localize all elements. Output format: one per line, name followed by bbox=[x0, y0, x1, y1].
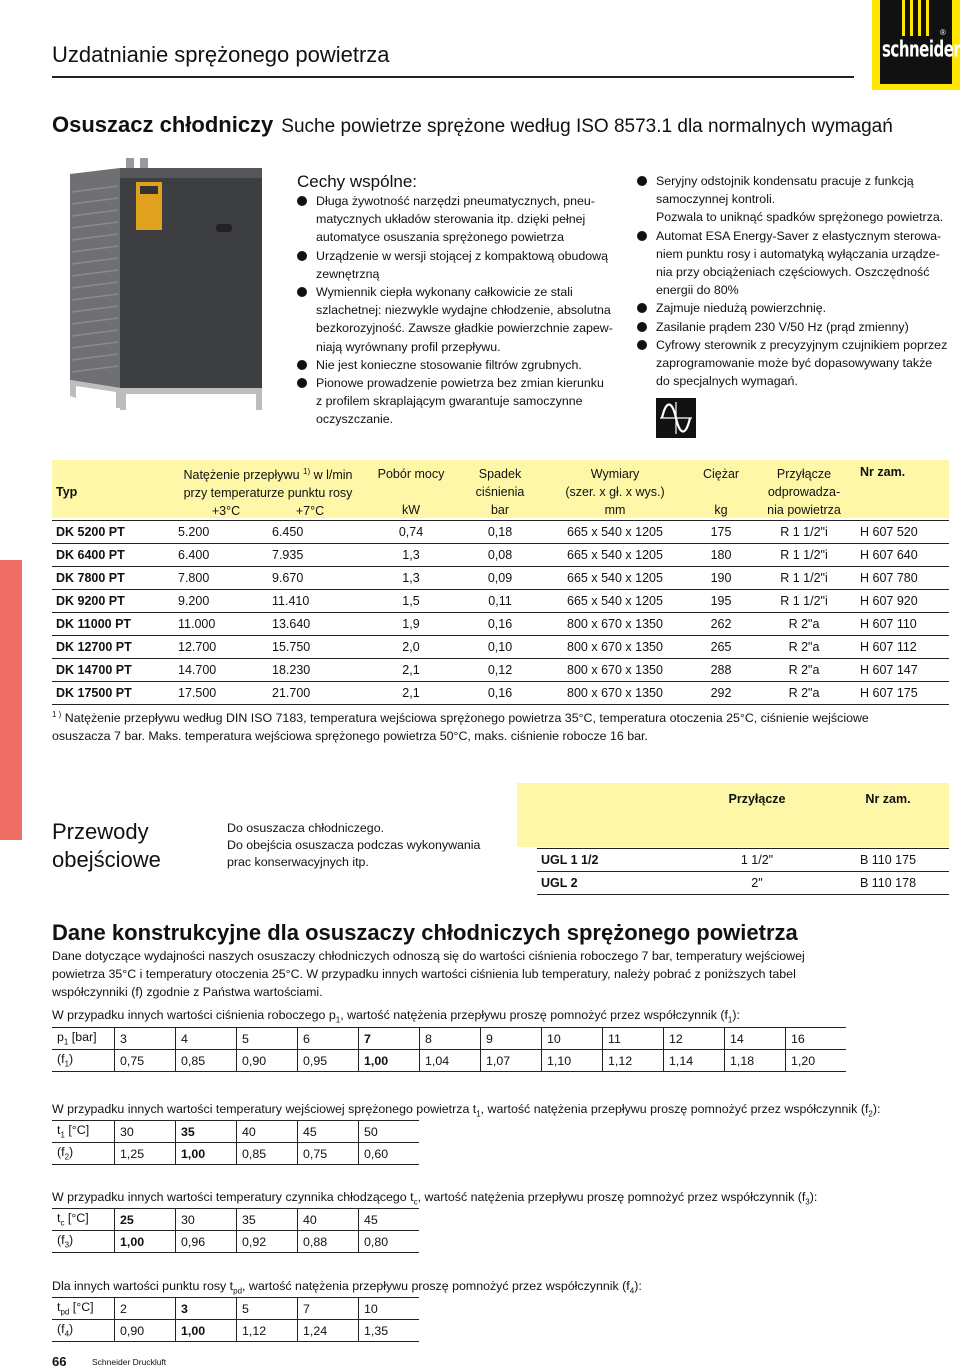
design-title: Dane konstrukcyjne dla osuszaczy chłodniczych sprężonego powietrza bbox=[52, 920, 798, 945]
factor-cell: 40 bbox=[298, 1209, 359, 1231]
design-paragraph: Dane dotyczące wydajności naszych osuszaczy chłodniczych odnoszą się do wartości ciśnienia roboczego 7 bar, temperatury wejściowej powietrza 35°C i temperatury otoczenia 25°C. W przypadku innych wartości ciśnienia lub temperatury, należy pobrać z poniższych tabel współczynniki (f) zgodnie z Państwa wartościami. bbox=[52, 949, 805, 999]
factor-cell: 11 bbox=[603, 1028, 664, 1050]
factor-cell: 30 bbox=[115, 1121, 176, 1143]
factor-cell: 5 bbox=[237, 1028, 298, 1050]
factor-cell: 45 bbox=[298, 1121, 359, 1143]
table-row: UGL 2 2" B 110 178 bbox=[537, 872, 949, 895]
row-label: $t_{pd}$ [°C] bbox=[52, 1298, 115, 1320]
factor-cell: 0,90 bbox=[237, 1050, 298, 1072]
feature-item: Pionowe prowadzenie powietrza bez zmian kierunku z profilem skraplającym gwarantuje samoczynne oczyszczanie. bbox=[297, 374, 619, 429]
feature-item: Zajmuje niedużą powierzchnię. bbox=[637, 299, 949, 317]
factor-cell: 1,04 bbox=[420, 1050, 481, 1072]
factor-cell: 1,00 bbox=[115, 1231, 176, 1253]
table-row: DK 11000 PT 11.000 13.640 1,9 0,16 800 x 670 x 1350 262 R 2"a H 607 110 bbox=[52, 613, 949, 636]
row-label: $(f_4)$ bbox=[52, 1320, 115, 1342]
factor-cell: 12 bbox=[664, 1028, 725, 1050]
features-title: Cechy wspólne: bbox=[297, 172, 418, 191]
factor-cell: 0,80 bbox=[359, 1231, 420, 1253]
feature-item: Cyfrowy sterownik z precyzyjnym czujnikiem poprzez zaprogramowanie może być dopasowywany także do specjalnych wymagań. bbox=[637, 336, 949, 391]
factor-cell: 40 bbox=[237, 1121, 298, 1143]
factor-cell: 6 bbox=[298, 1028, 359, 1050]
row-label: $p_1$ [bar] bbox=[52, 1028, 115, 1050]
col-header-power: Pobór mocy kW bbox=[377, 466, 445, 517]
factor-cell: 1,12 bbox=[237, 1320, 298, 1342]
factor-cell: 10 bbox=[542, 1028, 603, 1050]
bypass-description: Do osuszacza chłodniczego. Do obejścia osuszacza podczas wykonywania prac konserwacyjnych itp. bbox=[227, 821, 481, 869]
factor-cell: 35 bbox=[176, 1121, 237, 1143]
factor-cell: 9 bbox=[481, 1028, 542, 1050]
factor-cell: 0,75 bbox=[115, 1050, 176, 1072]
factor-cell: 0,90 bbox=[115, 1320, 176, 1342]
factor-cell: 0,96 bbox=[176, 1231, 237, 1253]
row-label: $(f_3)$ bbox=[52, 1231, 115, 1253]
feature-item: Długa żywotność narzędzi pneumatycznych, pneu- matycznych układów sterowania itp. dzięki pełnej automatyce osuszania sprężonego powietrza bbox=[297, 192, 619, 247]
factor-cell: 3 bbox=[176, 1298, 237, 1320]
col-header-type: Typ bbox=[56, 484, 78, 499]
f4-intro: Dla innych wartości punktu rosy $t_{pd}$, wartość natężenia przepływu proszę pomnożyć przez współczynnik $(f_4)$: bbox=[52, 1279, 642, 1296]
factor-cell: 1,12 bbox=[603, 1050, 664, 1072]
f2-table bbox=[52, 1120, 419, 1165]
bypass-table bbox=[537, 788, 949, 895]
factor-cell: 50 bbox=[359, 1121, 420, 1143]
feature-item: Nie jest konieczne stosowanie filtrów zgrubnych. bbox=[297, 356, 619, 374]
row-label: $t_1$ [°C] bbox=[52, 1121, 115, 1143]
product-title: Osuszacz chłodniczy bbox=[52, 112, 274, 137]
col-header-dimensions: Wymiary (szer. x gł. x wys.) mm bbox=[565, 466, 665, 517]
page-edge-accent bbox=[0, 560, 22, 840]
f4-table bbox=[52, 1297, 419, 1342]
factor-cell: 7 bbox=[298, 1298, 359, 1320]
bypass-header-row: Przyłącze Nr zam. bbox=[728, 792, 911, 806]
header-rule bbox=[52, 76, 854, 78]
factor-cell: 45 bbox=[359, 1209, 420, 1231]
section-title bbox=[52, 112, 893, 138]
f1-intro: W przypadku innych wartości ciśnienia roboczego $p_1$, wartość natężenia przepływu proszę pomnożyć przez współczynnik $(f_1)$: bbox=[52, 1008, 740, 1025]
f1-table bbox=[52, 1027, 846, 1072]
factor-cell: 25 bbox=[115, 1209, 176, 1231]
factor-cell: 0,85 bbox=[237, 1143, 298, 1165]
factor-cell: 1,14 bbox=[664, 1050, 725, 1072]
factor-cell: 2 bbox=[115, 1298, 176, 1320]
factor-cell: 3 bbox=[115, 1028, 176, 1050]
factor-cell: 1,35 bbox=[359, 1320, 420, 1342]
factor-cell: 8 bbox=[420, 1028, 481, 1050]
factor-cell: 10 bbox=[359, 1298, 420, 1320]
feature-item: Automat ESA Energy-Saver z elastycznym sterowa- niem punktu rosy i automatyką wyłączania urządze- nia przy obciążeniach częściowych. Oszczędność energii do 80% bbox=[637, 227, 949, 300]
table-header-row bbox=[52, 462, 949, 521]
page-number: 66 bbox=[52, 1354, 67, 1369]
table-row: UGL 1 1/2 1 1/2" B 110 175 bbox=[537, 849, 949, 872]
feature-item: Urządzenie w wersji stojącej z kompaktową obudową zewnętrzną bbox=[297, 247, 619, 283]
footer-brand: Schneider Druckluft bbox=[92, 1357, 167, 1367]
features-list-right bbox=[637, 172, 949, 390]
sine-wave-icon bbox=[656, 398, 696, 438]
factor-cell: 1,00 bbox=[176, 1143, 237, 1165]
factor-cell: 1,00 bbox=[359, 1050, 420, 1072]
dryer-image bbox=[66, 152, 278, 414]
feature-item: Seryjny odstojnik kondensatu pracuje z funkcją samoczynnej kontroli. Pozwala to uniknąć spadków sprężonego powietrza. bbox=[637, 172, 949, 227]
factor-cell: 0,75 bbox=[298, 1143, 359, 1165]
page-header-title: Uzdatnianie sprężonego powietrza bbox=[52, 42, 390, 67]
table-row: DK 17500 PT 17.500 21.700 2,1 0,16 800 x 670 x 1350 292 R 2"a H 607 175 bbox=[52, 682, 949, 705]
factor-cell: 0,85 bbox=[176, 1050, 237, 1072]
feature-item: Zasilanie prądem 230 V/50 Hz (prąd zmienny) bbox=[637, 318, 949, 336]
factor-cell: 1,18 bbox=[725, 1050, 786, 1072]
factor-cell: 1,20 bbox=[786, 1050, 847, 1072]
row-label: $(f_2)$ bbox=[52, 1143, 115, 1165]
f3-table bbox=[52, 1208, 419, 1253]
col-header-order: Nr zam. bbox=[860, 465, 906, 479]
row-label: $(f_1)$ bbox=[52, 1050, 115, 1072]
table-footnote: $^{1 )}$ Natężenie przepływu według DIN ISO 7183, temperatura wejściowa sprężonego powietrza 35°C, temperatura otoczenia 25°C, ciśnienie wejściowe osuszacza 7 bar. Maks. temperatura wejściowa sprężonego powietrza 50°C, maks. ciśnienie robocze 16 bar. bbox=[52, 710, 869, 744]
factor-cell: 0,88 bbox=[298, 1231, 359, 1253]
col-header-pressure-drop: Spadek ciśnienia bar bbox=[475, 466, 525, 517]
factor-cell: 1,10 bbox=[542, 1050, 603, 1072]
f2-intro: W przypadku innych wartości temperatury wejściowej sprężonego powietrza $t_1$, wartość natężenia przepływu proszę pomnożyć przez współczynnik $(f_2)$: bbox=[52, 1102, 881, 1119]
factor-cell: 1,25 bbox=[115, 1143, 176, 1165]
factor-cell: 0,60 bbox=[359, 1143, 420, 1165]
factor-cell: 30 bbox=[176, 1209, 237, 1231]
factor-cell: 0,95 bbox=[298, 1050, 359, 1072]
factor-cell: 7 bbox=[359, 1028, 420, 1050]
feature-item: Wymiennik ciepła wykonany całkowicie ze stali szlachetnej: niezwykle wydajne chłodzenie, absolutna bezkorozyjność. Zawsze gładkie powierzchnie zapew- niają wyrównany profil przepływu. bbox=[297, 283, 619, 356]
factor-cell: 1,24 bbox=[298, 1320, 359, 1342]
table-row: DK 9200 PT 9.200 11.410 1,5 0,11 665 x 540 x 1205 195 R 1 1/2"i H 607 920 bbox=[52, 590, 949, 613]
factor-cell: 4 bbox=[176, 1028, 237, 1050]
factor-cell: 14 bbox=[725, 1028, 786, 1050]
bypass-title: Przewody obejściowe bbox=[52, 819, 161, 872]
col-header-flow: Natężenie przepływu $^{1)}$ w l/min przy temperaturze punktu rosy +3°C +7°C bbox=[183, 467, 353, 519]
factor-cell: 1,07 bbox=[481, 1050, 542, 1072]
factor-cell: 5 bbox=[237, 1298, 298, 1320]
factor-cell: 16 bbox=[786, 1028, 847, 1050]
table-row: DK 7800 PT 7.800 9.670 1,3 0,09 665 x 540 x 1205 190 R 1 1/2"i H 607 780 bbox=[52, 567, 949, 590]
dryer-spec-table bbox=[52, 462, 949, 705]
table-row: DK 12700 PT 12.700 15.750 2,0 0,10 800 x 670 x 1350 265 R 2"a H 607 112 bbox=[52, 636, 949, 659]
schneider-logo: ® schneider bbox=[872, 0, 960, 90]
factor-cell: 1,00 bbox=[176, 1320, 237, 1342]
table-row: DK 6400 PT 6.400 7.935 1,3 0,08 665 x 540 x 1205 180 R 1 1/2"i H 607 640 bbox=[52, 544, 949, 567]
product-subtitle: Suche powietrze sprężone według ISO 8573.1 dla normalnych wymagań bbox=[281, 116, 893, 137]
features-list-left bbox=[297, 192, 619, 429]
table-row: DK 14700 PT 14.700 18.230 2,1 0,12 800 x 670 x 1350 288 R 2"a H 607 147 bbox=[52, 659, 949, 682]
row-label: $t_c$ [°C] bbox=[52, 1209, 115, 1231]
col-header-weight: Ciężar kg bbox=[702, 466, 740, 517]
factor-cell: 0,92 bbox=[237, 1231, 298, 1253]
f3-intro: W przypadku innych wartości temperatury czynnika chłodzącego $t_c$, wartość natężenia przepływu proszę pomnożyć przez współczynnik $(f_3)$: bbox=[52, 1190, 818, 1207]
factor-cell: 35 bbox=[237, 1209, 298, 1231]
table-row: DK 5200 PT 5.200 6.450 0,74 0,18 665 x 540 x 1205 175 R 1 1/2"i H 607 520 bbox=[52, 521, 949, 544]
col-header-connection: Przyłącze odprowadza- nia powietrza bbox=[767, 466, 841, 517]
